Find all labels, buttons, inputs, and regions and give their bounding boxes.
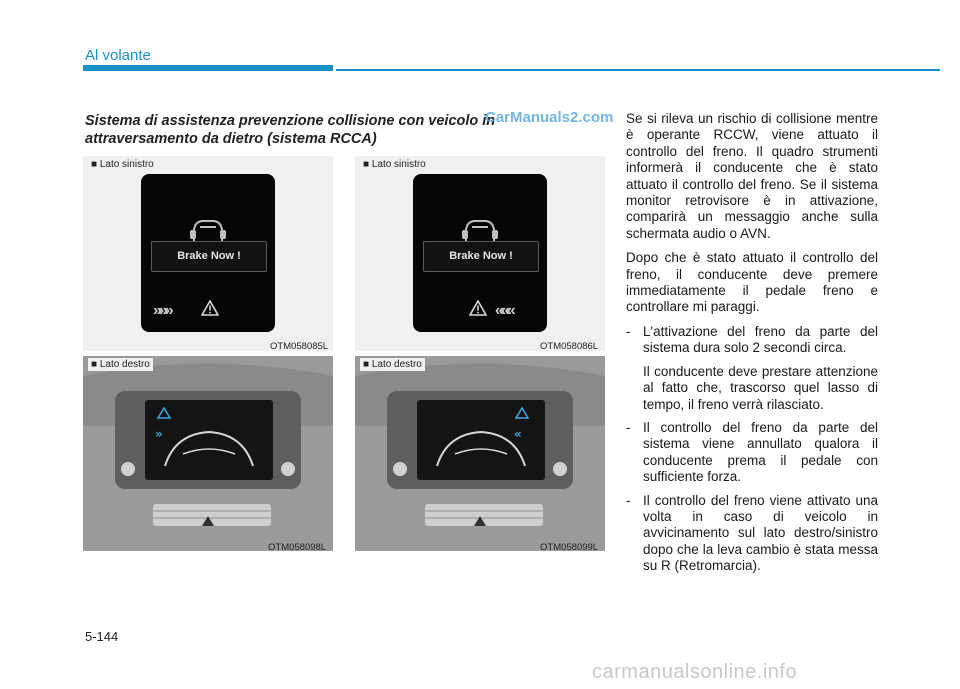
brake-now-message: Brake Now ! xyxy=(151,241,267,272)
list-item-text: Il controllo del freno viene attivato una volta in caso di veicolo in avvicinamento sul lato destro/sinistro dopo che la leva cambio è stata messa su R (Retromarcia). xyxy=(643,492,878,574)
list-item xyxy=(626,324,878,357)
instrument-cluster xyxy=(413,174,547,332)
chevron-right-icon: »»» xyxy=(153,302,171,319)
figure-label: ■ Lato destro xyxy=(88,358,153,371)
warning-triangle-icon xyxy=(201,300,219,316)
footer-watermark: carmanualsonline.info xyxy=(592,661,798,683)
dashboard-illustration xyxy=(355,356,605,551)
figure-code: OTM058086L xyxy=(540,341,599,352)
header-rule-thin xyxy=(336,69,940,71)
dashboard-illustration xyxy=(83,356,333,551)
body-text xyxy=(626,111,878,582)
figure-label: ■ Lato sinistro xyxy=(88,158,157,171)
bullet-dash: - xyxy=(626,323,631,339)
warning-triangle-icon xyxy=(469,300,487,316)
paragraph: Se si rileva un rischio di collisione mentre è operante RCCW, viene attuato il controllo del freno. Il quadro strumenti informerà il conducente che è stato attuato il controllo del freno. Se il sistema monitor retrovisore è in attivazione, comparirà un messaggio anche sulla schermata audio o AVN. xyxy=(626,111,878,241)
figure-code: OTM058099L xyxy=(540,542,599,553)
list-item-continuation: Il conducente deve prestare attenzione al fatto che, trascorso quel lasso di tempo, il freno verrà rilasciato. xyxy=(643,363,878,412)
figure-cluster-left xyxy=(83,156,333,351)
list-item xyxy=(626,493,878,575)
instrument-cluster xyxy=(141,174,275,332)
page-number: 5-144 xyxy=(85,629,119,644)
paragraph: Dopo che è stato attuato il controllo del freno, il conducente deve premere immediatamente il pedale freno e controllare mi paraggi. xyxy=(626,250,878,315)
list-item-text: Il controllo del freno da parte del sistema viene annullato qualora il conducente prema il pedale con sufficiente forza. xyxy=(643,419,878,485)
figure-dashboard-right xyxy=(83,356,333,551)
list-item xyxy=(626,420,878,486)
chevron-left-icon: ««« xyxy=(495,302,513,319)
figure-dashboard-right-2 xyxy=(355,356,605,551)
bullet-dash: - xyxy=(626,492,631,508)
section-heading: Sistema di assistenza prevenzione collisione con veicolo in attraversamento da dietro (sistema RCCA) xyxy=(85,113,496,147)
figure-cluster-left-2 xyxy=(355,156,605,351)
svg-text:»: » xyxy=(155,427,163,441)
svg-text:«: « xyxy=(514,427,522,441)
figure-label: ■ Lato destro xyxy=(360,358,425,371)
figure-code: OTM058085L xyxy=(270,341,329,352)
bullet-dash: - xyxy=(626,419,631,435)
section-title: Al volante xyxy=(85,47,151,64)
brake-now-message: Brake Now ! xyxy=(423,241,539,272)
list-item-text: L'attivazione del freno da parte del sistema dura solo 2 secondi circa. xyxy=(643,323,878,356)
watermark: CarManuals2.com xyxy=(485,109,614,126)
header-rule-thick xyxy=(83,65,333,71)
figure-code: OTM058098L xyxy=(268,542,327,553)
figure-label: ■ Lato sinistro xyxy=(360,158,429,171)
